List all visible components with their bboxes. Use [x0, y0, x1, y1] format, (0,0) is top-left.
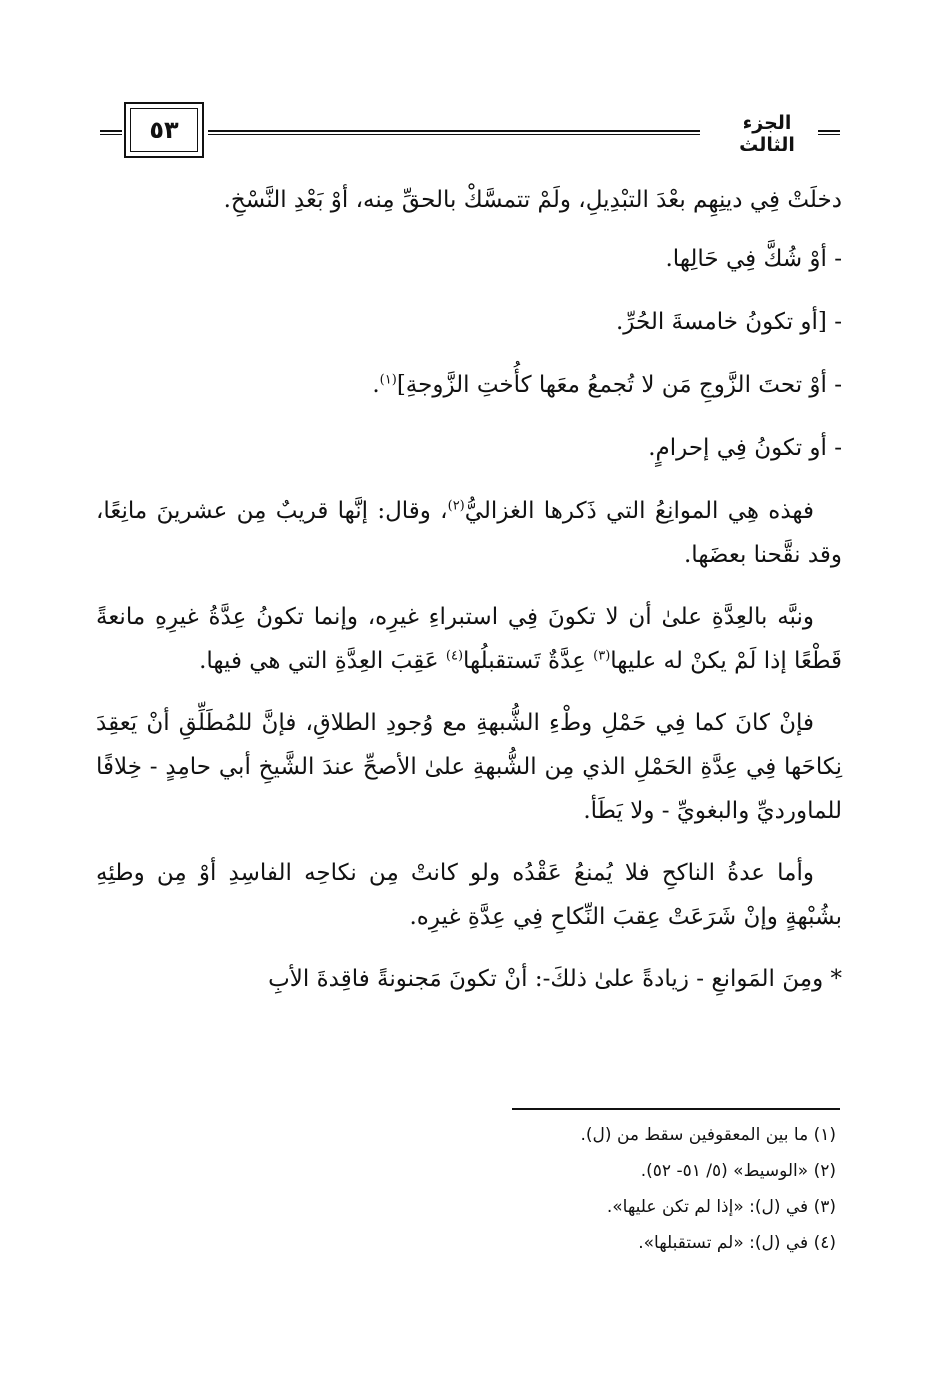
paragraph-3-c: عَقِبَ العِدَّةِ التي هي فيها.: [199, 648, 446, 674]
paragraph-2-a: فهذه هِي الموانِعُ التي ذَكرها الغزاليُّ: [464, 498, 815, 524]
header-rule-middle: [208, 130, 700, 135]
page-number-frame: [124, 102, 204, 158]
list-item-1: - أوْ شُكَّ فِي حَالِها.: [665, 246, 842, 272]
footnote-ref-3: (٣): [593, 648, 611, 664]
list-item-3: [96, 363, 842, 407]
page-number: ٥٣: [130, 108, 198, 152]
footnote-ref-4: (٤): [445, 648, 464, 664]
header-rule-left: [100, 130, 122, 135]
page-header: [100, 100, 840, 162]
list-item-4: - أو تكونُ فِي إحرامٍ.: [648, 435, 842, 461]
paragraph-6: * ومِنَ المَوانعِ - زيادةً علىٰ ذلكَ-: أنْ تكونَ مَجنونةً فاقِدةَ الأبِ: [268, 966, 842, 992]
running-title: الجزء الثالث: [739, 112, 795, 156]
footnote-ref-1: (١): [379, 372, 397, 388]
paragraph-2: [96, 489, 842, 577]
paragraph-4: فإنْ كانَ كما فِي حَمْلِ وطْءِ الشُّبهةِ مع وُجودِ الطلاقِ، فإنَّ للمُطَلِّقِ أنْ يَعقِدَ نِكاحَها فِي عِدَّةِ الحَمْلِ الذي مِن الشُّبهةِ علىٰ الأصحِّ عندَ الشَّيخِ أبي حامِدٍ - خِلافًا للماورديِّ والبغويِّ - ولا يَطَأ.: [96, 710, 842, 824]
list-item-2: - [أو تكونُ خامسةَ الحُرِّ.: [615, 309, 842, 335]
paragraph-3-a: ونبَّه بالعِدَّةِ علىٰ أن لا تكونَ فِي استبراءِ غيرِه، وإنما تكونُ عِدَّةُ غيرِهِ مانعةً قَطْعًا إذا لَمْ يكنْ له عليها: [96, 604, 842, 674]
paragraph-2-b: ، وقال: إنَّها قريبٌ مِن عشرينَ مانِعًا، وقد نقَّحنا بعضَها.: [96, 498, 842, 568]
footnote-2: (٢) «الوسيط» (٥/ ٥١- ٥٢).: [640, 1161, 836, 1181]
footnote-ref-2: (٢): [447, 498, 465, 514]
footnote-separator: [512, 1108, 840, 1110]
footnote-3: (٣) في (ل): «إذا لم تكن عليها».: [606, 1197, 836, 1217]
footnote-1: (١) ما بين المعقوفين سقط من (ل).: [580, 1125, 836, 1145]
paragraph-3: [96, 595, 842, 683]
list-item-3-text: - أوْ تحتَ الزَّوجِ مَن لا تُجمعُ معَها كأُختِ الزَّوجةِ]: [396, 372, 842, 398]
footnotes: [300, 1122, 836, 1266]
paragraph-1: دخلَتْ فِي دينِهِم بعْدَ التبْدِيلِ، ولَمْ تتمسَّكْ بالحقِّ مِنه، أوْ بَعْدِ النَّسْخِ.: [223, 187, 842, 213]
list-item-3-end: .: [372, 372, 380, 398]
paragraph-3-b: عِدَّةٌ تَستقبلُها: [463, 648, 594, 674]
paragraph-5: وأما عدةُ الناكحِ فلا يُمنعُ عَقْدُه ولو كانتْ مِن نكاحِه الفاسِدِ أوْ مِن وطئِهِ بشُبْهةٍ وإنْ شَرَعَتْ عِقبَ النِّكاحِ فِي عِدَّةِ غيرِه.: [96, 860, 842, 930]
header-rule-right: [818, 130, 840, 135]
footnote-4: (٤) في (ل): «لم تستقبلها».: [638, 1233, 836, 1253]
main-text: [96, 178, 842, 1019]
